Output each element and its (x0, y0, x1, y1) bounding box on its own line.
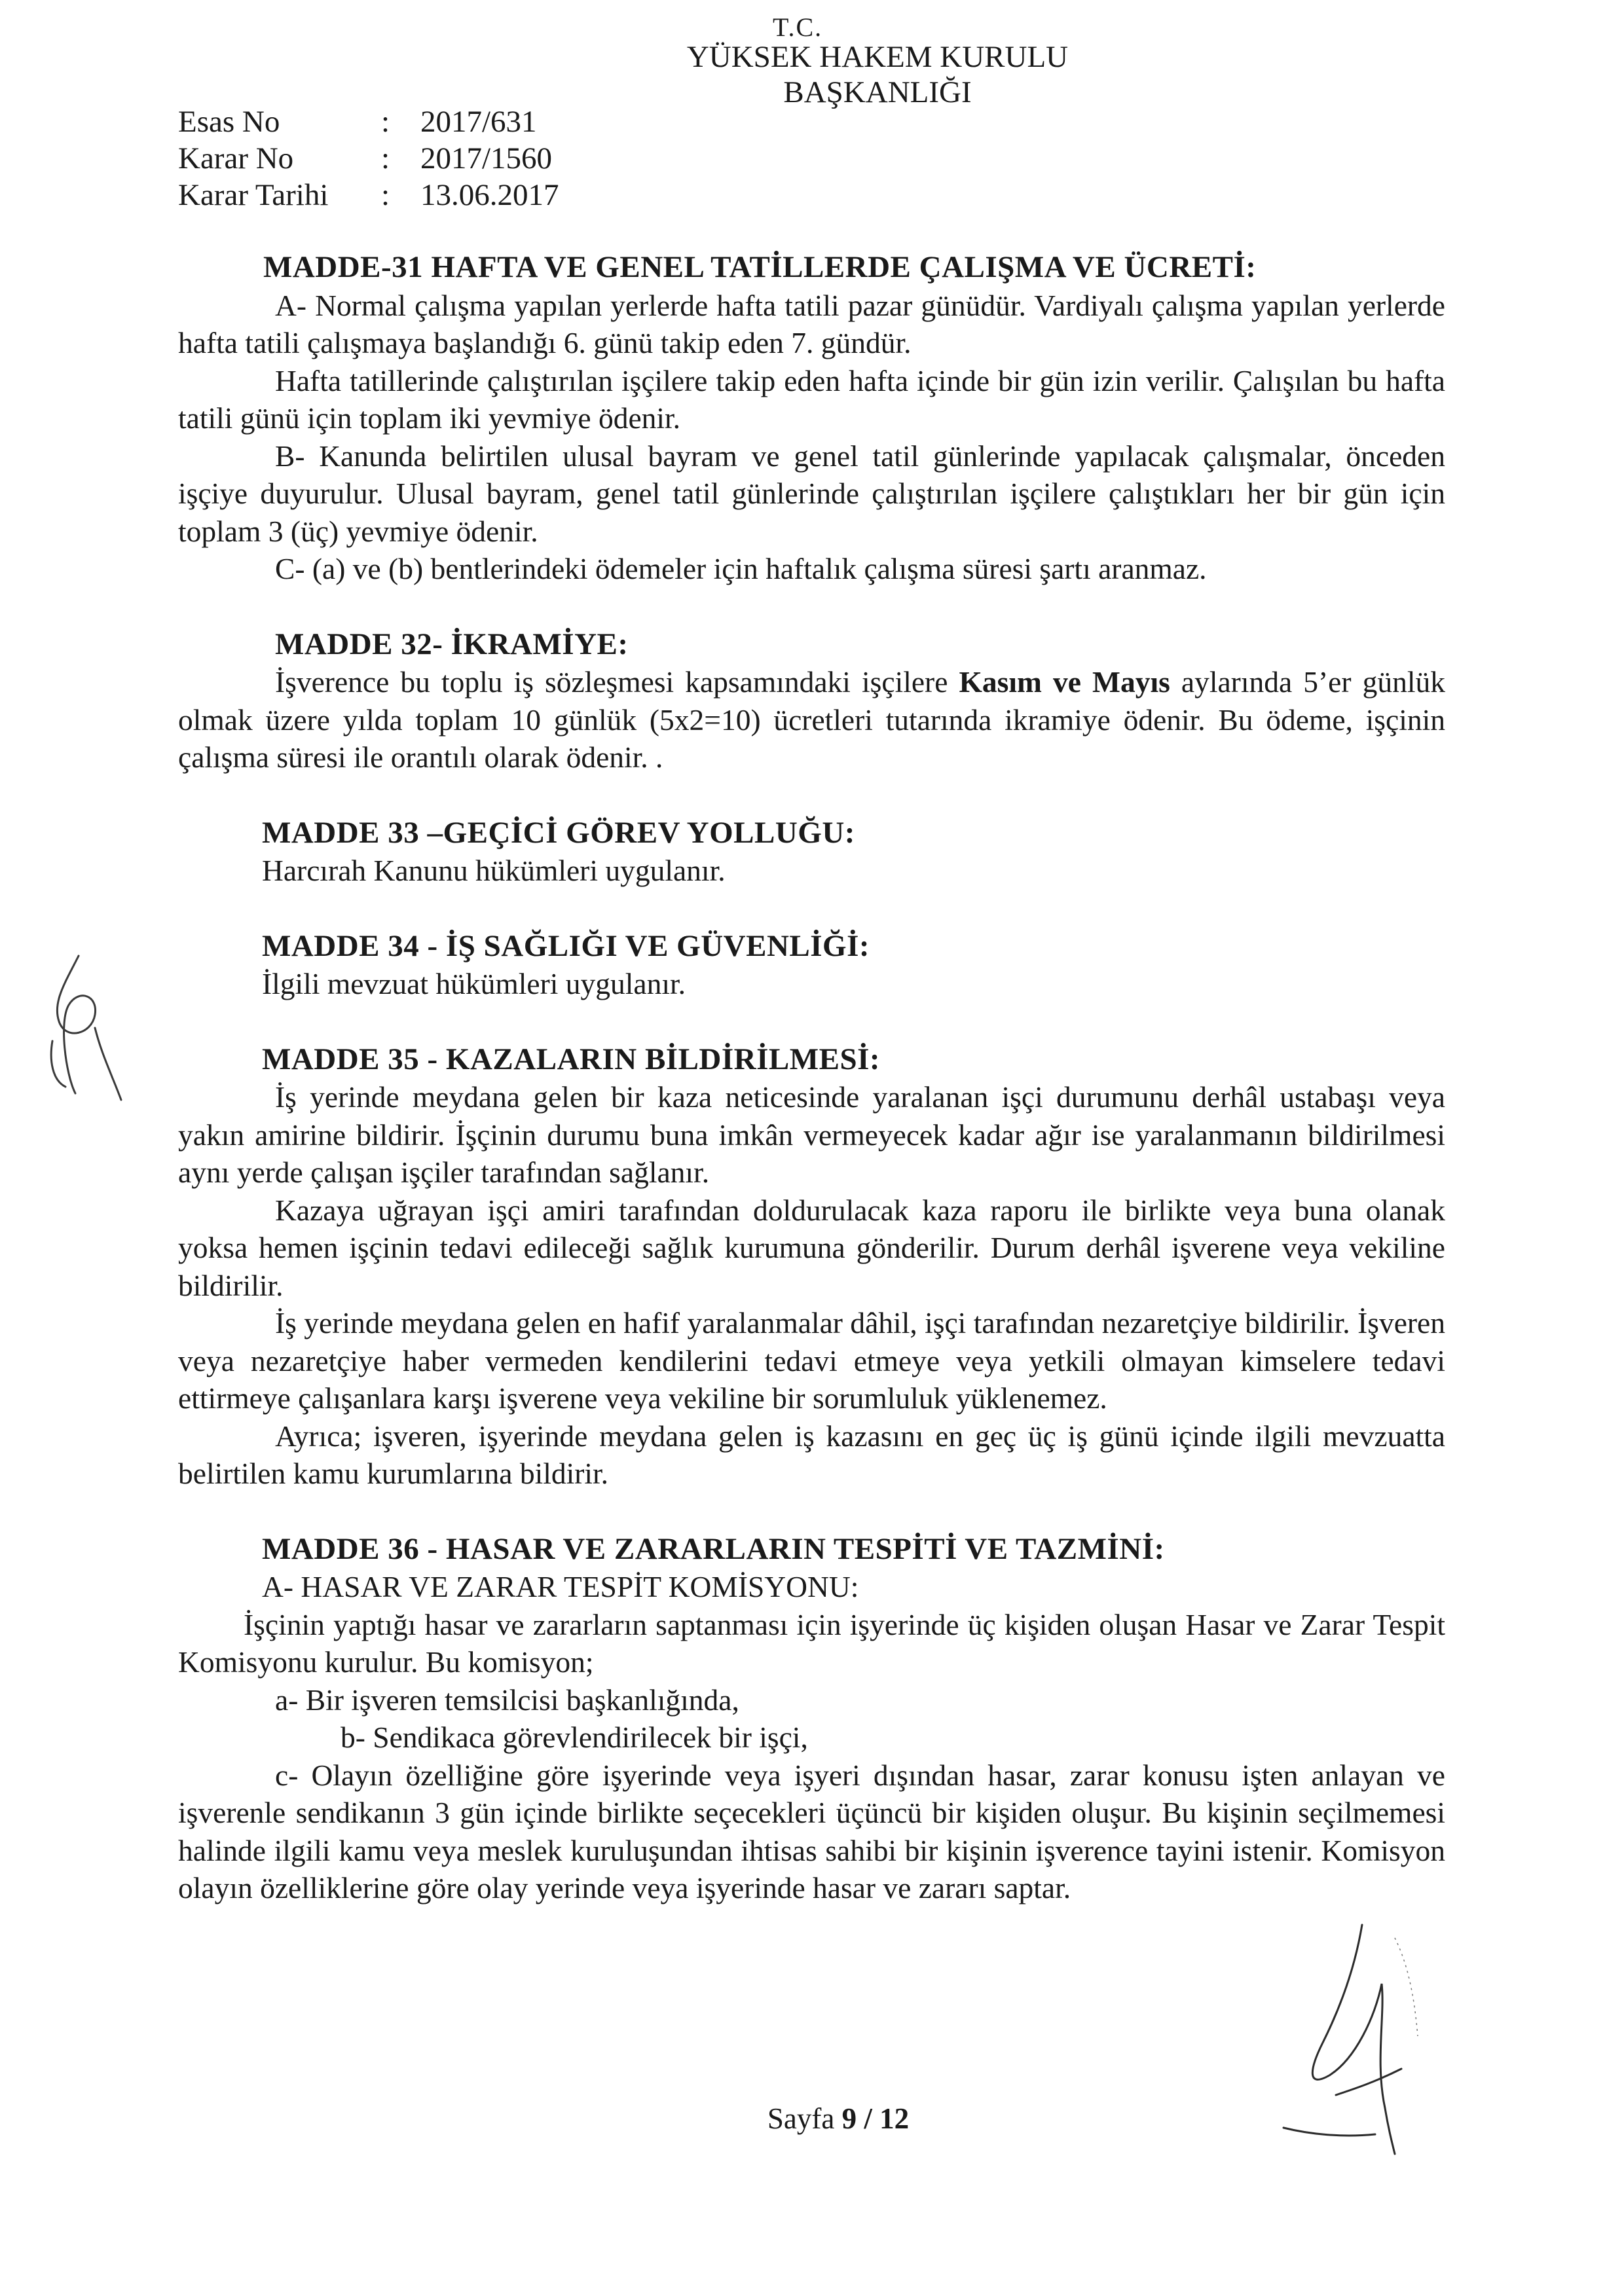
esas-row (178, 103, 559, 140)
handwritten-initial-mark (39, 943, 131, 1113)
madde34-paragraph: İlgili mevzuat hükümleri uygulanır. (262, 967, 686, 1000)
page-number (0, 2102, 1624, 2136)
madde36-subheading: A- HASAR VE ZARAR TESPİT KOMİSYONU: (262, 1570, 859, 1603)
page-count: 9 / 12 (841, 2102, 910, 2135)
karar-separator: : (381, 141, 390, 175)
karar-row (178, 140, 559, 177)
madde31-paragraph-a: A- Normal çalışma yapılan yerlerde hafta tatili pazar günüdür. Vardiyalı çalışma yapılan yerlerde hafta tatili çalışmaya başlandığı 6. günü takip eden 7. gündür. (178, 288, 1445, 359)
madde36-item-c: c- Olayın özelliğine göre işyerinde veya işyeri dışından hasar, zarar konusu işten anlayan ve işverenle sendikanın 3 gün içinde birlikte seçecekleri üçüncü bir kişiden oluşur. Bu kişinin seçilmemesi halinde ilgili kamu veya meslek kuruluşundan ihtisas sahibi bir kişinin işverence tayini istenir. Komisyon olayın özelliklerine göre olay yerinde veya işyerinde hasar ve zararı saptar. (178, 1758, 1445, 1904)
madde31-paragraph-hafta: Hafta tatillerinde çalıştırılan işçilere takip eden hafta içinde bir gün izin verilir. Çalışılan bu hafta tatili günü için toplam iki yevmiye ödenir. (178, 363, 1445, 435)
esas-separator: : (381, 105, 390, 139)
madde34-heading: MADDE 34 - İŞ SAĞLIĞI VE GÜVENLİĞİ: (262, 928, 870, 963)
madde35-paragraph-2: Kazaya uğrayan işçi amiri tarafından doldurulacak kaza raporu ile birlikte veya buna olanak yoksa hemen işçinin tedavi edileceği sağlık kurumuna gönderilir. Durum derhâl işverene veya vekiline bildirilir. (178, 1193, 1445, 1302)
esas-value: 2017/631 (420, 105, 537, 139)
tarih-value: 13.06.2017 (420, 178, 559, 212)
institution-subtitle: BAŞKANLIĞI (783, 75, 972, 109)
madde32-months: Kasım ve Mayıs (959, 665, 1170, 699)
madde33-heading: MADDE 33 –GEÇİCİ GÖREV YOLLUĞU: (262, 815, 855, 850)
madde32-text-a: İşverence bu toplu iş sözleşmesi kapsamındaki işçilere (275, 665, 959, 699)
madde36-paragraph-1: İşçinin yaptığı hasar ve zararların saptanması için işyerinde üç kişiden oluşan Hasar ve Zarar Tespit Komisyonu kurulur. Bu komisyon; (178, 1607, 1445, 1679)
madde31-paragraph-c: C- (a) ve (b) bentlerindeki ödemeler için haftalık çalışma süresi şartı aranmaz. (275, 552, 1207, 585)
header-tc: T.C. (773, 12, 823, 42)
madde32-text-b: aylarında 5’er günlük olmak üzere yılda toplam 10 günlük (5x2=10) ücretleri tutarında ikramiye ödenir. Bu ödeme, işçinin çalışma süresi ile orantılı olarak ödenir. . (178, 665, 1445, 774)
case-meta (178, 103, 559, 213)
madde36-heading: MADDE 36 - HASAR VE ZARARLARIN TESPİTİ VE TAZMİNİ: (262, 1531, 1165, 1566)
madde31-heading: MADDE-31 HAFTA VE GENEL TATİLLERDE ÇALIŞMA VE ÜCRETİ: (263, 250, 1257, 284)
madde35-paragraph-1: İş yerinde meydana gelen bir kaza neticesinde yaralanan işçi durumunu derhâl ustabaşı veya yakın amirine bildirir. İşçinin durumu buna imkân vermeyecek kadar ağır ise yaralanmanın bildirilmesi aynı yerde çalışan işçiler tarafından sağlanır. (178, 1080, 1445, 1189)
karar-label: Karar No (178, 141, 294, 175)
madde33-paragraph: Harcırah Kanunu hükümleri uygulanır. (262, 854, 726, 887)
madde32-paragraph (178, 663, 1445, 776)
madde35-paragraph-3: İş yerinde meydana gelen en hafif yaralanmalar dâhil, işçi tarafından nezaretçiye bildirilir. İşveren veya nezaretçiye haber vermeden kendilerini tedavi etmeye veya yetkili olmayan kimselere tedavi ettirmeye çalışanlara karşı işverene veya vekiline bir sorumluluk yüklenemez. (178, 1306, 1445, 1415)
institution-title: YÜKSEK HAKEM KURULU (686, 40, 1069, 74)
madde35-paragraph-4: Ayrıca; işveren, işyerinde meydana gelen iş kazasını en geç üç iş günü içinde ilgili mevzuatta belirtilen kamu kurumlarına bildirir. (178, 1419, 1445, 1490)
esas-label: Esas No (178, 105, 280, 139)
madde31-paragraph-b: B- Kanunda belirtilen ulusal bayram ve genel tatil günlerinde yapılacak çalışmalar, önceden işçiye duyurulur. Ulusal bayram, genel tatil günlerinde çalıştırılan işçilere çalıştıkları her bir gün için toplam 3 (üç) yevmiye ödenir. (178, 439, 1445, 548)
tarih-row (178, 177, 559, 213)
madde36-item-b: b- Sendikaca görevlendirilecek bir işçi, (341, 1721, 808, 1754)
tarih-label: Karar Tarihi (178, 178, 329, 212)
document-body (178, 249, 1445, 1907)
karar-value: 2017/1560 (420, 141, 553, 175)
madde35-heading: MADDE 35 - KAZALARIN BİLDİRİLMESİ: (262, 1042, 881, 1076)
page-prefix: Sayfa (767, 2102, 842, 2135)
madde36-item-a: a- Bir işveren temsilcisi başkanlığında, (275, 1683, 739, 1717)
madde32-heading: MADDE 32- İKRAMİYE: (275, 627, 629, 661)
tarih-separator: : (381, 178, 390, 212)
